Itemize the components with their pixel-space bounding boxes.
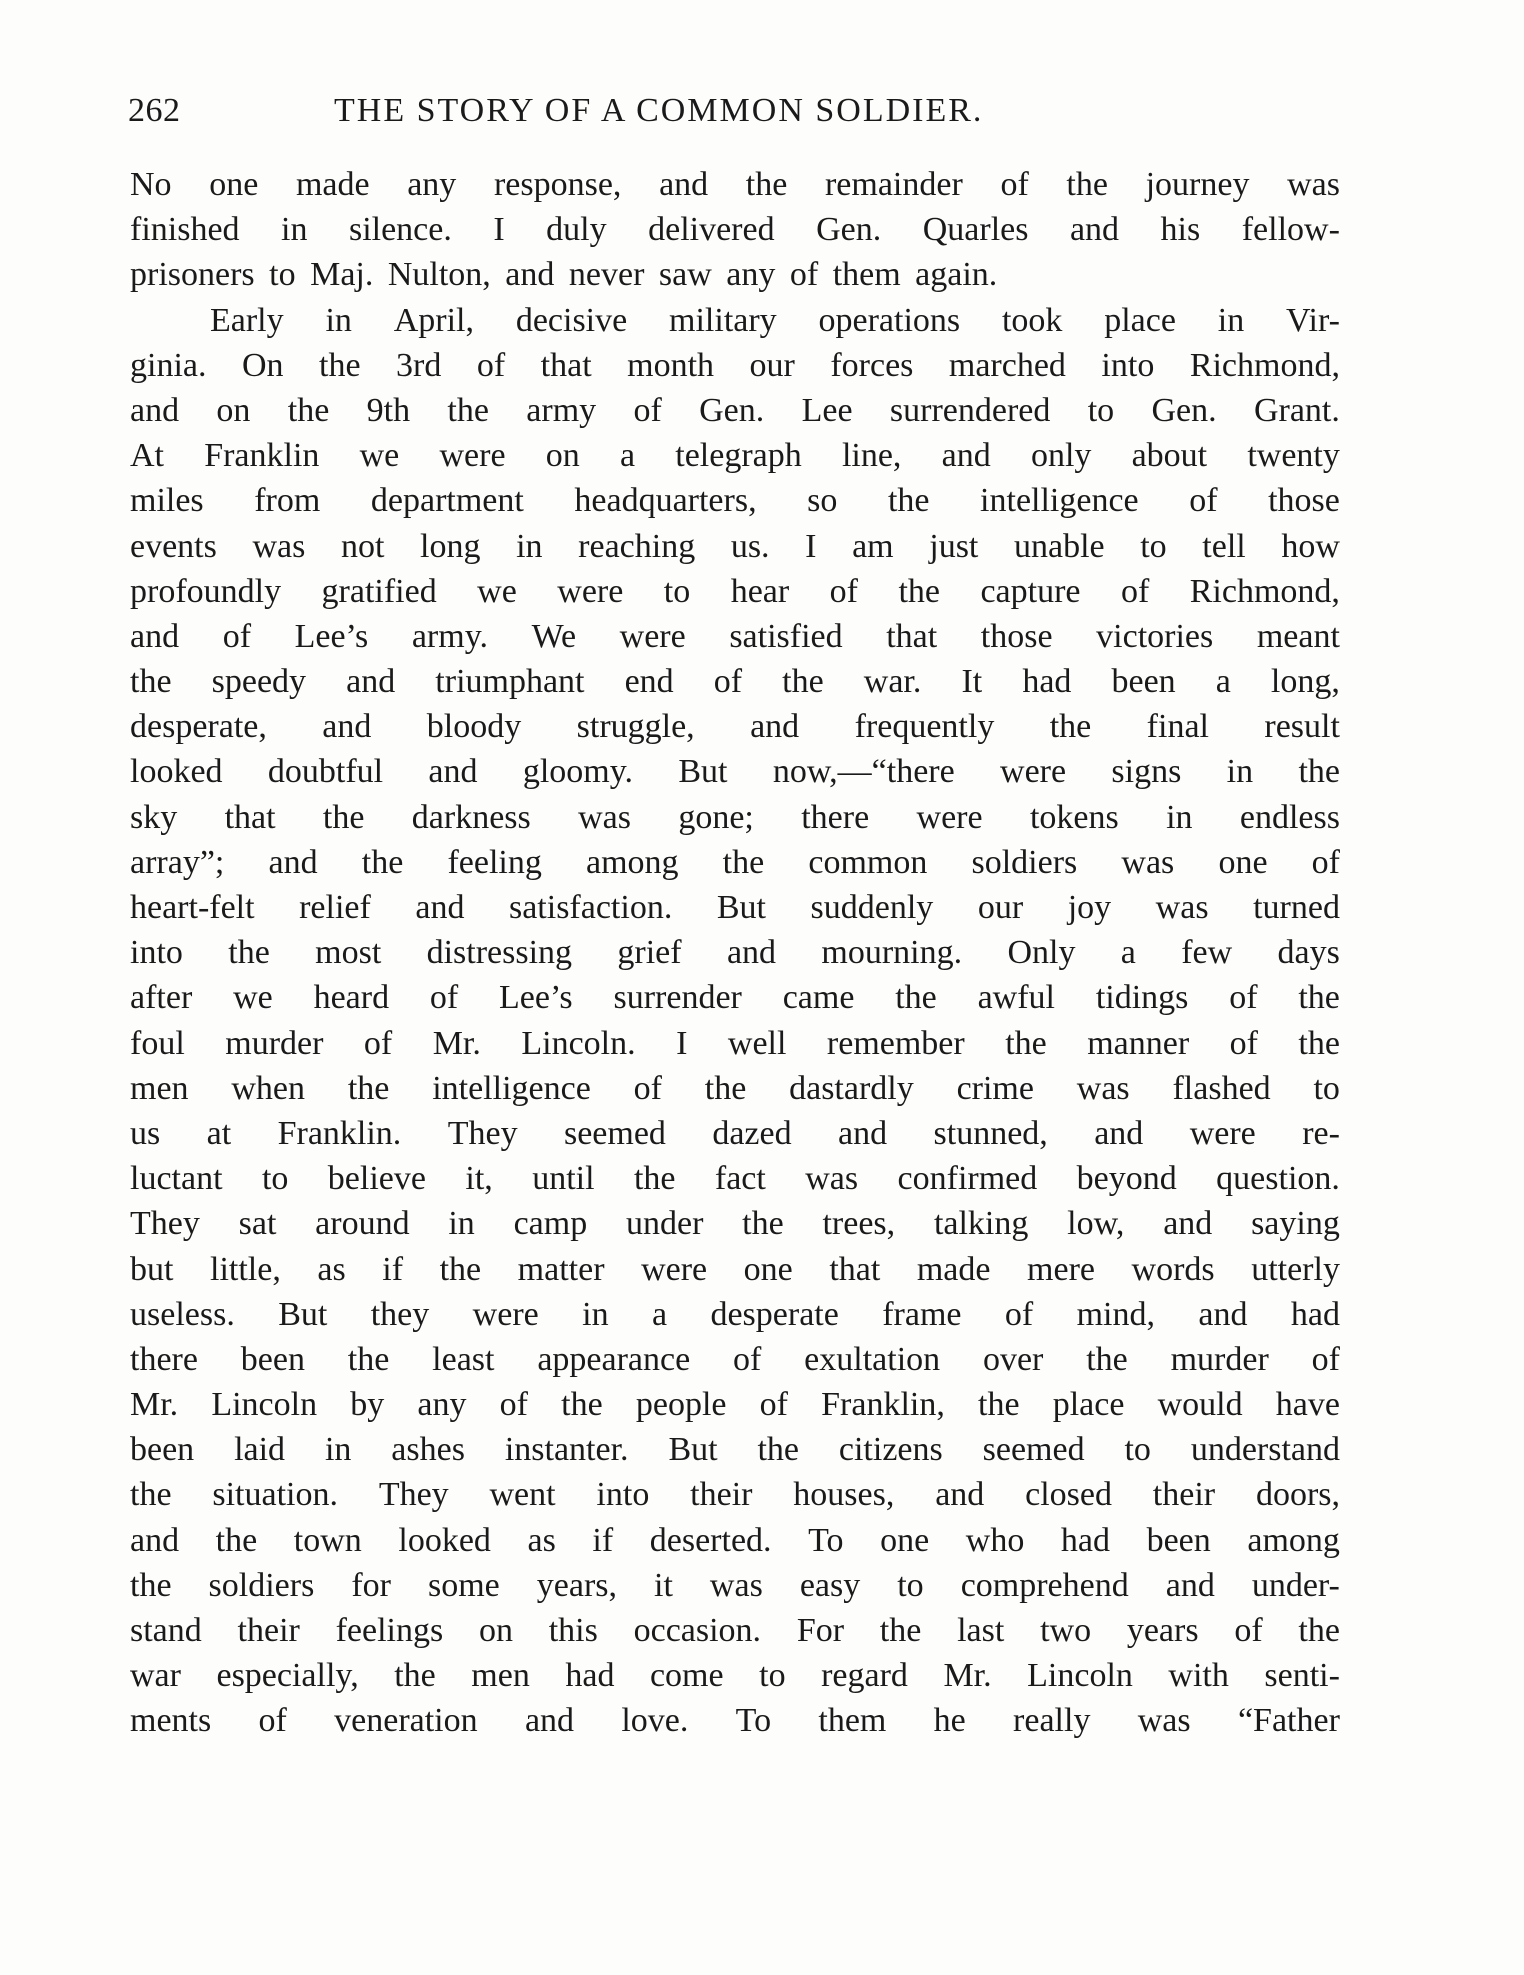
text-line: war especially, the men had come to regard Mr. Lincoln with senti- <box>130 1657 1340 1695</box>
text-line: but little, as if the matter were one that made mere words utterly <box>130 1250 1340 1288</box>
text-line: Early in April, decisive military operations took place in Vir- <box>210 301 1340 339</box>
text-line: ginia. On the 3rd of that month our forces marched into Richmond, <box>130 346 1340 384</box>
body-text <box>130 162 1340 1744</box>
text-line: been laid in ashes instanter. But the citizens seemed to understand <box>130 1431 1340 1469</box>
text-line: the soldiers for some years, it was easy to comprehend and under- <box>130 1566 1340 1604</box>
text-line: miles from department headquarters, so the intelligence of those <box>130 482 1340 520</box>
text-line: profoundly gratified we were to hear of the capture of Richmond, <box>130 572 1340 610</box>
text-line: events was not long in reaching us. I am just unable to tell how <box>130 527 1340 565</box>
text-line: after we heard of Lee’s surrender came the awful tidings of the <box>130 979 1340 1017</box>
text-line: luctant to believe it, until the fact was confirmed beyond question. <box>130 1160 1340 1198</box>
page-number: 262 <box>128 92 181 129</box>
text-line: stand their feelings on this occasion. For the last two years of the <box>130 1612 1340 1649</box>
text-line: desperate, and bloody struggle, and frequently the final result <box>130 708 1340 746</box>
text-line: foul murder of Mr. Lincoln. I well remember the manner of the <box>130 1024 1340 1062</box>
text-line: looked doubtful and gloomy. But now,—“there were signs in the <box>130 753 1340 791</box>
text-line: At Franklin we were on a telegraph line, and only about twenty <box>130 437 1340 475</box>
text-line: sky that the darkness was gone; there were tokens in endless <box>130 798 1340 836</box>
text-line: heart-felt relief and satisfaction. But suddenly our joy was turned <box>130 889 1340 926</box>
text-line: and the town looked as if deserted. To one who had been among <box>130 1521 1340 1559</box>
text-line: No one made any response, and the remainder of the journey was <box>130 166 1340 203</box>
text-line: and on the 9th the army of Gen. Lee surrendered to Gen. Grant. <box>130 391 1340 429</box>
text-line: men when the intelligence of the dastardly crime was flashed to <box>130 1069 1340 1107</box>
text-line: array”; and the feeling among the common soldiers was one of <box>130 843 1340 881</box>
page-header <box>128 92 1338 142</box>
text-line: us at Franklin. They seemed dazed and stunned, and were re- <box>130 1114 1340 1152</box>
running-head: THE STORY OF A COMMON SOLDIER. <box>334 92 984 129</box>
text-line: and of Lee’s army. We were satisfied that those victories meant <box>130 617 1340 655</box>
text-line: prisoners to Maj. Nulton, and never saw any of them again. <box>130 256 998 294</box>
text-line: useless. But they were in a desperate frame of mind, and had <box>130 1295 1340 1333</box>
text-line: Mr. Lincoln by any of the people of Franklin, the place would have <box>130 1386 1340 1424</box>
text-line: the speedy and triumphant end of the war. It had been a long, <box>130 663 1340 701</box>
text-line: finished in silence. I duly delivered Gen. Quarles and his fellow- <box>130 211 1340 249</box>
text-line: ments of veneration and love. To them he really was “Father <box>130 1702 1340 1740</box>
text-line: into the most distressing grief and mourning. Only a few days <box>130 934 1340 972</box>
text-line: They sat around in camp under the trees, talking low, and saying <box>130 1205 1340 1243</box>
text-line: there been the least appearance of exultation over the murder of <box>130 1340 1340 1378</box>
text-line: the situation. They went into their houses, and closed their doors, <box>130 1476 1340 1514</box>
